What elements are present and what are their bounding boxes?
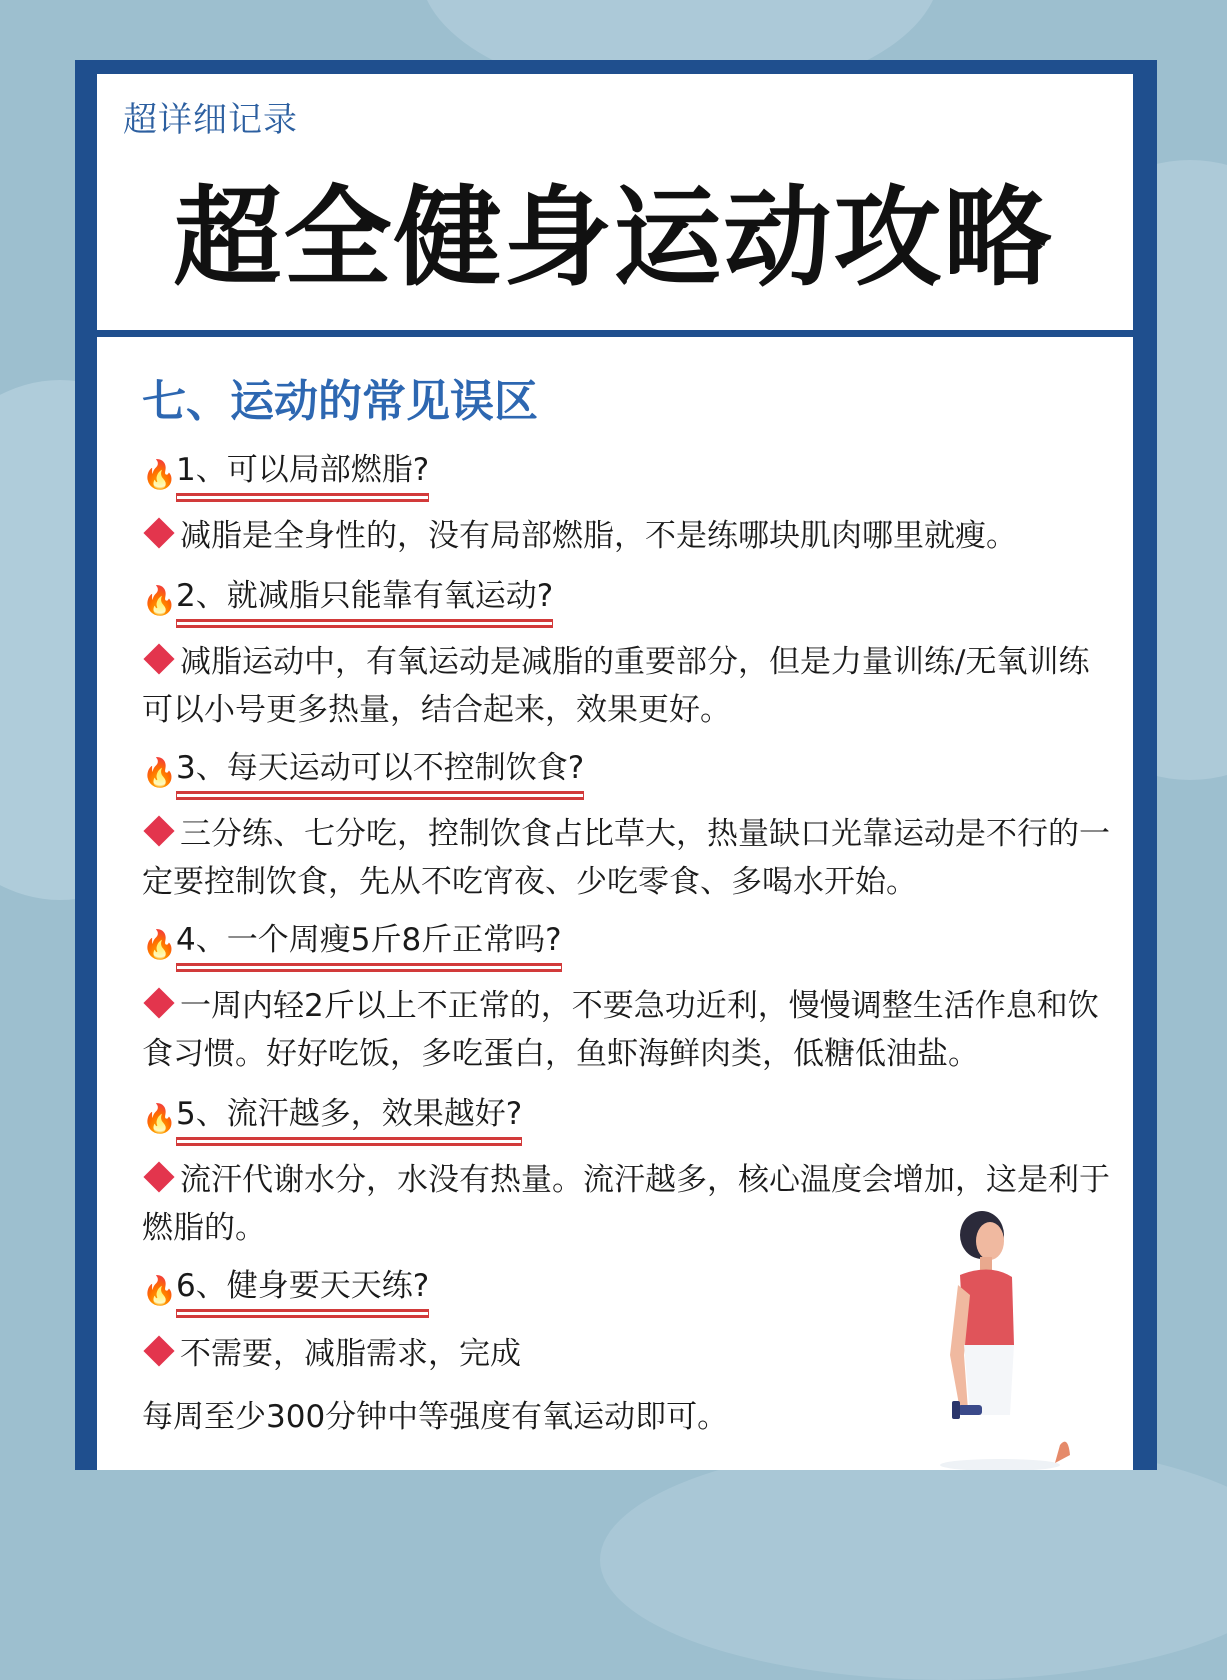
fire-icon: 🔥 [142, 1273, 177, 1307]
question-6 [142, 1268, 429, 1312]
red-diamond-icon [143, 643, 174, 674]
question-4 [142, 922, 562, 966]
answer-text: 减脂是全身性的，没有局部燃脂，不是练哪块肌肉哪里就瘦。 [180, 518, 1017, 554]
red-diamond-icon [143, 517, 174, 548]
woman-illustration [930, 1205, 1070, 1470]
answer-text: 不需要，减脂需求，完成 [180, 1336, 521, 1372]
question-text: 1、可以局部燃脂? [176, 452, 429, 496]
fire-icon: 🔥 [142, 927, 177, 961]
red-diamond-icon [143, 1161, 174, 1192]
question-text: 4、一个周瘦5斤8斤正常吗? [176, 922, 562, 966]
question-2 [142, 578, 553, 622]
answer-1 [142, 512, 1117, 560]
red-diamond-icon [143, 987, 174, 1018]
answer-text: 流汗代谢水分，水没有热量。流汗越多，核心温度会增加，这是利于燃脂的。 [142, 1162, 1110, 1246]
section-title: 七、运动的常见误区 [142, 376, 538, 427]
answer-text: 三分练、七分吃，控制饮食占比草大，热量缺口光靠运动是不行的一定要控制饮食，先从不吃宵夜、少吃零食、多喝水开始。 [142, 816, 1110, 900]
eyebrow-label: 超详细记录 [123, 100, 298, 140]
answer-2 [142, 638, 1117, 734]
answer-text: 减脂运动中，有氧运动是减脂的重要部分，但是力量训练/无氧训练可以小号更多热量，结合起来，效果更好。 [142, 644, 1090, 728]
question-text: 5、流汗越多，效果越好? [176, 1096, 522, 1140]
background-shape [600, 1440, 1227, 1680]
question-1 [142, 452, 429, 496]
fire-icon: 🔥 [142, 583, 177, 617]
answer-6-extra: 每周至少300分钟中等强度有氧运动即可。 [142, 1399, 729, 1435]
answer-4 [142, 982, 1117, 1078]
fire-icon: 🔥 [142, 457, 177, 491]
answer-3 [142, 810, 1117, 906]
page-title: 超全健身运动攻略 [173, 176, 1054, 301]
question-text: 6、健身要天天练? [176, 1268, 429, 1312]
red-diamond-icon [143, 1335, 174, 1366]
question-3 [142, 750, 584, 794]
question-text: 3、每天运动可以不控制饮食? [176, 750, 584, 794]
question-text: 2、就减脂只能靠有氧运动? [176, 578, 553, 622]
fire-icon: 🔥 [142, 755, 177, 789]
answer-text: 一周内轻2斤以上不正常的，不要急功近利，慢慢调整生活作息和饮食习惯。好好吃饭，多吃蛋白，鱼虾海鲜肉类，低糖低油盐。 [142, 988, 1099, 1072]
fire-icon: 🔥 [142, 1101, 177, 1135]
question-5 [142, 1096, 522, 1140]
red-diamond-icon [143, 815, 174, 846]
